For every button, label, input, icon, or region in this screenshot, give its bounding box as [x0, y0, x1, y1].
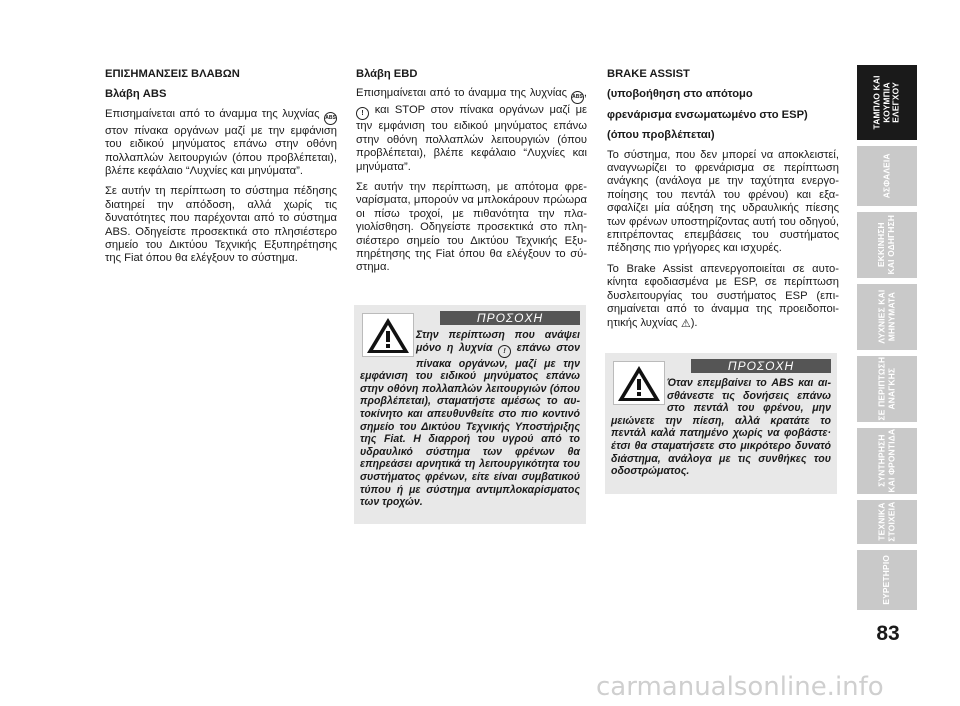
heading-ebd-fault: Βλάβη EBD: [356, 68, 418, 80]
page-number: 83: [876, 622, 900, 645]
tab-technical-data[interactable]: ΤΕΧΝΙΚΑ ΣΤΟΙΧΕΙΑ: [857, 500, 917, 544]
column-abs: [105, 68, 337, 273]
tab-starting-driving[interactable]: ΕΚΚΙΝΗΣΗ ΚΑΙ ΟΔΗΓΗΣΗ: [857, 212, 917, 278]
warning-text: Στην περίπτωση που ανάψει μόνο η λυχνία ! επάνω στον πίνακα οργάνων, μαζί με την εμφάνιση του ειδικού μηνύματος επάνω στην οθόνη πολλαπλών λειτουργιών (όπου προβλέπεται), σταματήστε αμέσως το αυτοκίνητο και απευθυνθείτε στο πιο κοντινό σημείο του Δικτύου Τεχνικής Υποστήριξης της Fiat. Η διαρροή του υγρού από το υδραυλικό σύστημα των φρένων θα επηρεάσει αρνητικά τη λειτουργικότητα του συστήματος φρένων, είτε είναι συμβατικού τύπου ή με σύστημα αντιμπλοκαρίσματος των τροχών.: [360, 329, 581, 509]
tab-emergency[interactable]: ΣΕ ΠΕΡΙΠΤΩΣΗ ΑΝΑΓΚΗΣ: [857, 356, 917, 422]
paragraph-brake-assist-2: Το Brake Assist απενεργοποιείται σε αυτοκίνητα εφοδιασμένα με ESP, σε περίπτωση δυσλειτουργίας του συστήματος ESP (επισημαίνεται από το άναμμα της προειδοποιητικής λυχνίας ⚠).: [607, 262, 839, 330]
heading-brake-assist-4: (όπου προβλέπεται): [607, 129, 715, 142]
warning-text: Όταν επεμβαίνει το ABS και αισθάνεστε τις δονήσεις επάνω στο πεντάλ του φρένου, μην μειώνετε την πίεση, αλλά κρατάτε το πεντάλ καλά πατημένο χωρίς να φοβάστε· έτσι θα σταματήσετε στο μικρότερο δυνατό διάστημα, ανάλογα με τις συνθήκες του οδοστρώματος.: [611, 377, 831, 478]
paragraph-abs-2: Σε αυτήν τη περίπτωση το σύστημα πέδησης διατηρεί την απόδοση, αλλά χωρίς τις δυνατότητες που παρέχονται από το σύστημα ABS. Οδηγείστε προσεκτικά στο πλησιέστερο σημείο του Δικτύου Τεχνικής Εξυπηρέτησης της Fiat όπου θα ελέγξουν το σύστημα.: [105, 185, 337, 265]
section-title: ΕΠΙΣΗΜΑΝΣΕΙΣ ΒΛΑΒΩΝ: [105, 68, 240, 80]
warning-box-abs-pedal: [605, 353, 837, 494]
abs-warning-icon: ABS: [571, 91, 584, 104]
paragraph-ebd-1: Επισημαίνεται από το άναμμα της λυχνίας ABS, ! και STOP στον πίνακα οργάνων μαζί με την εμφάνιση του ειδικού μηνύματος επάνω στην οθόνη πολλαπλών λειτουργιών (όπου προβλέπεται), βλέπε κεφάλαιο “Λυχνίες και μηνύματα”.: [356, 87, 587, 173]
heading-brake-assist-1: BRAKE ASSIST: [607, 68, 690, 80]
column-ebd: [356, 68, 587, 282]
heading-brake-assist-3: φρενάρισμα ενσωματωμένο στο ESP): [607, 108, 808, 121]
brake-warning-icon: !: [498, 345, 511, 358]
tab-index[interactable]: ΕΥΡΕΤΗΡΙΟ: [857, 550, 917, 610]
tab-safety[interactable]: ΑΣΦΑΛΕΙΑ: [857, 146, 917, 206]
column-brake-assist: [607, 68, 839, 338]
paragraph-ebd-2: Σε αυτήν την περίπτωση, με απότομα φρεναρίσματα, μπορούν να μπλοκάρουν πρώωρα οι πίσω τροχοί, με πιθανότητα την πλαγιολίσθηση. Οδηγείστε προσεκτικά στο πλησιέστερο σημείο του Δικτύου Τεχνικής Εξυπηρέτησης της Fiat όπου θα ελέγξουν το σύστημα.: [356, 181, 587, 274]
warning-triangle-icon: ⚠: [680, 317, 691, 330]
warning-box-brake-fluid: [354, 305, 586, 524]
watermark: carmanualsonline.info: [596, 672, 884, 702]
abs-warning-icon: ABS: [324, 112, 337, 125]
paragraph-abs-1: Επισημαίνεται από το άναμμα της λυχνίας ABS στον πίνακα οργάνων μαζί με την εμφάνιση του ειδικού μηνύματος επάνω στην οθόνη πολλαπλών λειτουργιών (όπου προβλέπεται), βλέπε κεφάλαιο “Λυχνίες και μηνύματα”.: [105, 107, 337, 178]
heading-brake-assist-2: (υποβοήθηση στο απότομο: [607, 88, 753, 101]
warning-title: ΠΡΟΣΟΧΗ: [691, 359, 831, 373]
heading-abs-fault: Βλάβη ABS: [105, 88, 167, 101]
brake-warning-icon: !: [356, 107, 369, 120]
warning-title: ΠΡΟΣΟΧΗ: [440, 311, 580, 325]
tab-dashboard-controls[interactable]: ΤΑΜΠΛΟ ΚΑΙ ΚΟΥΜΠΙΑ ΕΛΕΓΧΟΥ: [857, 65, 917, 140]
tab-maintenance-care[interactable]: ΣΥΝΤΗΡΗΣΗ ΚΑΙ ΦΡΟΝΤΙΔΑ: [857, 428, 917, 494]
paragraph-brake-assist-1: Το σύστημα, που δεν μπορεί να αποκλειστεί, αναγνωρίζει το φρενάρισμα σε περίπτωση ανάγκης (ανάλογα με την ταχύτητα ενεργοποίησης του πεντάλ του φρένου) και εξασφαλίζει μία αύξηση της υδραυλικής πίεσης των φρένων υποστηρίζοντας αυτή του οδηγού, επιτρέποντας επεμβάσεις του συστήματος πέδησης πιο γρήγορες και ισχυρές.: [607, 148, 839, 255]
tab-lights-messages[interactable]: ΛΥΧΝΙΕΣ ΚΑΙ ΜΗΝΥΜΑΤΑ: [857, 284, 917, 350]
